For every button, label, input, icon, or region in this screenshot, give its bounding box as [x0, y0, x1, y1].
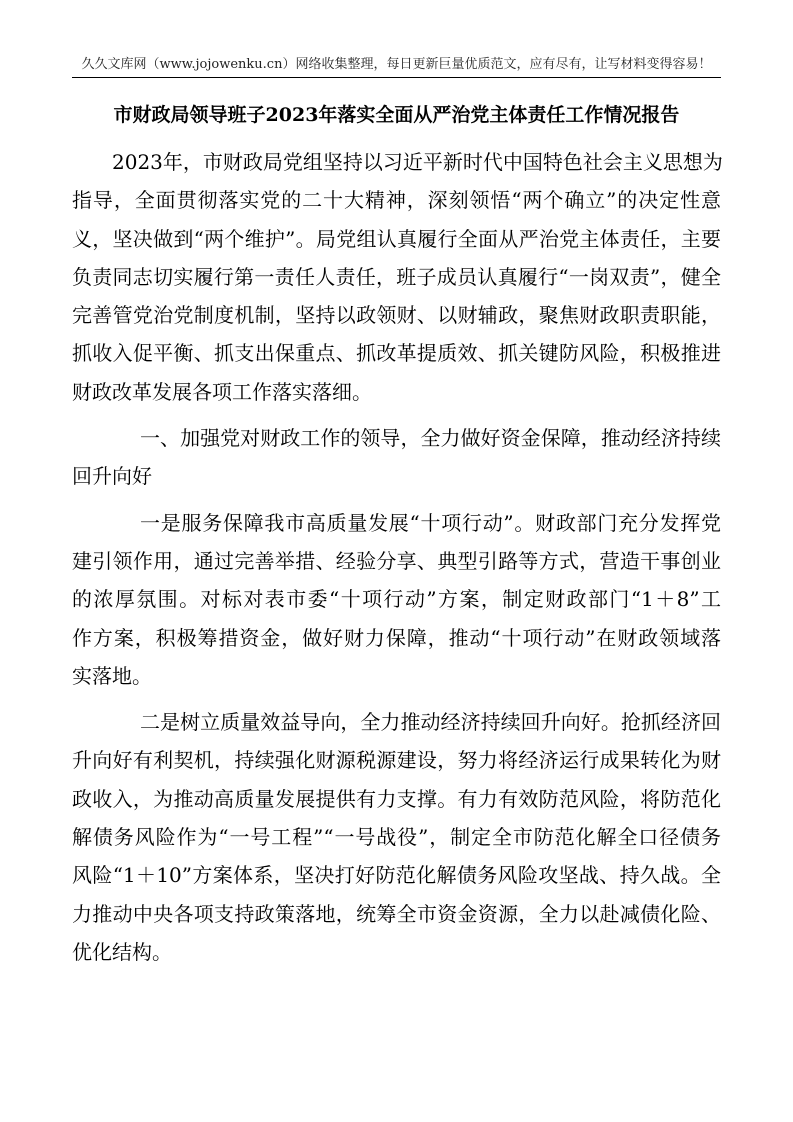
text-line: 负责同志切实履行第一责任人责任，班子成员认真履行“一岗双责”，健全 — [72, 264, 721, 289]
document-title: 市财政局领导班子2023年落实全面从严治党主体责任工作情况报告 — [113, 104, 680, 126]
document-body — [72, 143, 721, 971]
paragraph-intro — [72, 143, 721, 411]
text-line: 的浓厚氛围。对标对表市委“十项行动”方案，制定财政部门“1＋8”工 — [72, 587, 721, 612]
header-divider — [72, 77, 721, 78]
text-line: 2023年，市财政局党组坚持以习近平新时代中国特色社会主义思想为 — [112, 150, 723, 174]
text-line: 二是树立质量效益导向，全力推动经济持续回升向好。抢抓经济回 — [140, 710, 721, 735]
text-line: 解债务风险作为“一号工程”“一号战役”，制定全市防范化解全口径债务 — [72, 825, 721, 850]
text-line: 一、加强党对财政工作的领导，全力做好资金保障，推动经济持续 — [140, 426, 721, 451]
text-line: 实落地。 — [72, 663, 152, 688]
text-line: 升向好有利契机，持续强化财源税源建设，努力将经济运行成果转化为财 — [72, 748, 721, 773]
page-header: 久久文库网（www.jojowenku.cn）网络收集整理，每日更新巨量优质范文，应有尽有，让写材料变得容易！ — [81, 57, 712, 72]
text-line: 风险“1＋10”方案体系，坚决打好防范化解债务风险攻坚战、持久战。全 — [72, 863, 721, 888]
text-line: 优化结构。 — [72, 939, 172, 964]
text-line: 政收入，为推动高质量发展提供有力支撑。有力有效防范风险，将防范化 — [72, 786, 721, 811]
text-line: 力推动中央各项支持政策落地，统筹全市资金资源，全力以赴减债化险、 — [72, 901, 721, 926]
text-line: 建引领作用，通过完善举措、经验分享、典型引路等方式，营造干事创业 — [72, 548, 721, 573]
text-line: 作方案，积极筹措资金，做好财力保障，推动“十项行动”在财政领域落 — [72, 625, 721, 650]
paragraph-second-point — [72, 703, 721, 971]
text-line: 回升向好 — [72, 464, 152, 489]
text-line: 财政改革发展各项工作落实落细。 — [72, 379, 372, 404]
section-heading-1 — [72, 419, 721, 496]
text-line: 指导，全面贯彻落实党的二十大精神，深刻领悟“两个确立”的决定性意 — [72, 188, 721, 213]
text-line: 义，坚决做到“两个维护”。局党组认真履行全面从严治党主体责任，主要 — [72, 226, 721, 251]
paragraph-first-point — [72, 504, 721, 695]
text-line: 完善管党治党制度机制，坚持以政领财、以财辅政，聚焦财政职责职能， — [72, 303, 721, 328]
text-line: 一是服务保障我市高质量发展“十项行动”。财政部门充分发挥党 — [140, 510, 721, 535]
text-line: 抓收入促平衡、抓支出保重点、抓改革提质效、抓关键防风险，积极推进 — [72, 341, 721, 366]
